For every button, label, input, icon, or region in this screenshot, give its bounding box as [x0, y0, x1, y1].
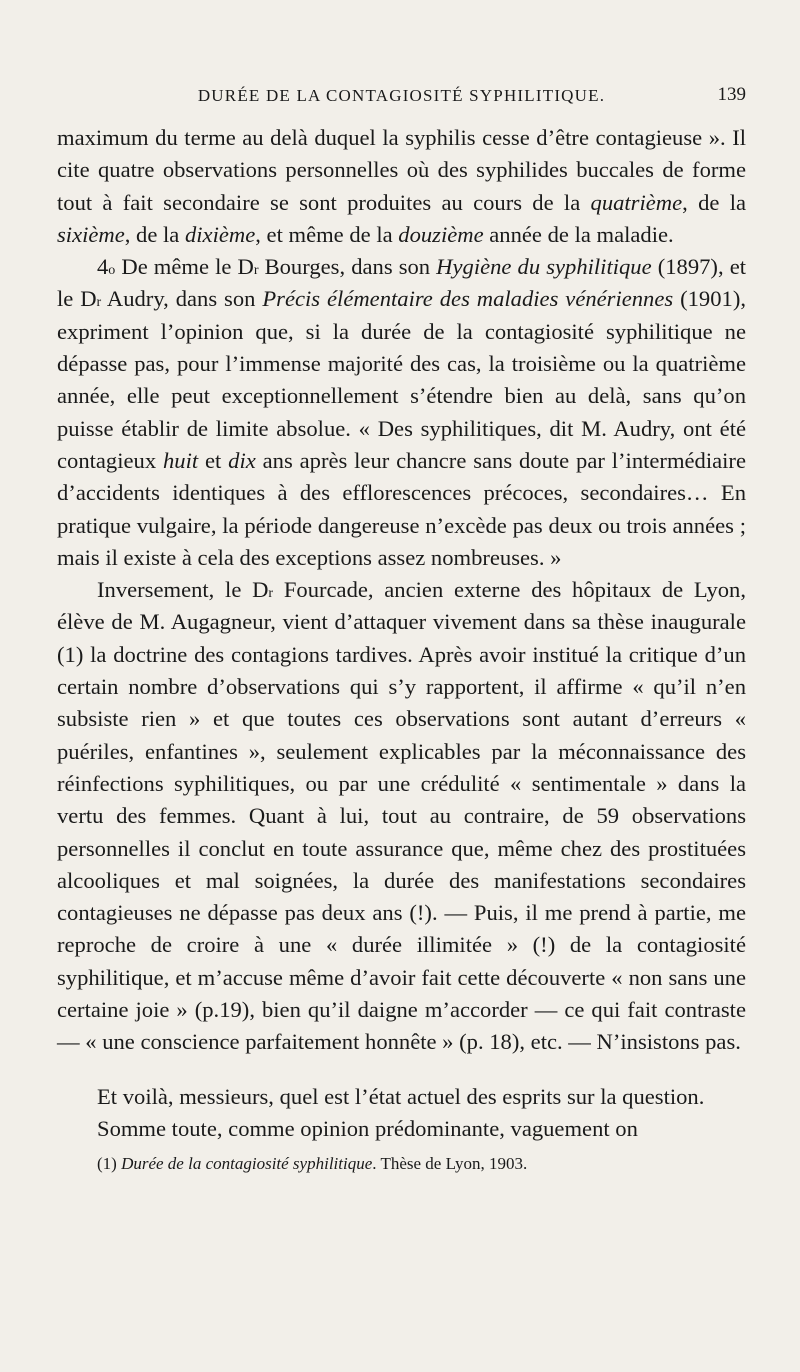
book-page: [57, 78, 746, 1176]
paragraph-continuation: [57, 122, 746, 251]
italic-text: dix: [228, 447, 256, 473]
text-run: , de la: [682, 189, 746, 215]
italic-text: Hygiène du syphilitique: [436, 254, 652, 280]
text-run: 4: [97, 254, 109, 280]
text-run: et: [198, 447, 229, 473]
text-run: Audry, dans son: [101, 286, 263, 312]
text-run: (1897), et le D: [57, 254, 746, 312]
superscript: r: [96, 295, 102, 311]
italic-text: Précis élémentaire des maladies vénériennes: [262, 286, 674, 312]
text-run: maximum du terme au delà duquel la syphilis cesse d’être contagieuse ». Il cite quatre observations personnelles où des syphilides buccales de forme tout à fait secondaire se sont produites au cours de la: [57, 125, 746, 215]
superscript: o: [108, 263, 116, 279]
footnote: [57, 1152, 746, 1176]
page-number: 139: [717, 84, 746, 105]
text-run: Bourges, dans son: [258, 254, 437, 280]
italic-text: sixième: [57, 221, 125, 247]
text-run: De même le D: [115, 254, 254, 280]
running-title: DURÉE DE LA CONTAGIOSITÉ SYPHILITIQUE.: [197, 86, 606, 105]
superscript: r: [268, 586, 274, 602]
text-run: Somme toute, comme opinion prédominante, vaguement on: [97, 1115, 638, 1141]
text-run: année de la maladie.: [483, 221, 674, 247]
text-run: , de la: [124, 221, 185, 247]
italic-text: douzième: [398, 221, 484, 247]
italic-text: dixième: [184, 221, 256, 247]
text-run: (1901), expriment l’opinion que, si la durée de la contagiosité syphilitique ne dépasse pas, pour l’immense majorité des cas, la troisième ou la quatrième année, elle peut exceptionnellement s’étendre bien au delà, sans qu’on puisse établir de limite absolue. « Des syphilitiques, dit M. Audry, ont été contagieux: [57, 286, 746, 473]
paragraph-conclusion: [57, 1081, 746, 1113]
text-run: Inversement, le D: [97, 577, 269, 603]
italic-text: Durée de la contagiosité syphilitique: [121, 1154, 373, 1174]
running-head: [57, 78, 746, 108]
text-run: Fourcade, ancien externe des hôpitaux de Lyon, élève de M. Augagneur, vient d’attaquer vivement dans sa thèse inaugurale (1) la doctrine des contagions tardives. Après avoir institué la critique d’un certain nombre d’observations qui s’y rapportent, il affirme « qu’il n’en subsiste rien » et que toutes ces observations sont autant d’erreurs « puériles, enfantines », seulement explicables par la méconnaissance des réinfections syphilitiques, ou par une crédulité « sentimentale » dans la vertu des femmes. Quant à lui, tout au contraire, de 59 observations personnelles il conclut en toute assurance que, même chez des prostituées alcooliques et mal soignées, la durée des manifestations secondaires contagieuses ne dépasse pas deux ans (!). — Puis, il me prend à partie, me reproche de croire à une « durée illimitée » (!) de la contagiosité syphilitique, et m’accuse même d’avoir fait cette découverte « non sans une certaine joie » (p.19), bien qu’il daigne m’accorder — ce qui fait contraste — « une conscience parfaitement honnête » (p. 18), etc. — N’insistons pas.: [57, 577, 747, 1055]
superscript: r: [253, 263, 259, 279]
italic-text: huit: [162, 447, 199, 473]
text-run: . Thèse de Lyon, 1903.: [372, 1154, 528, 1174]
text-run: , et même de la: [255, 221, 399, 247]
paragraph-fourcade: [57, 574, 746, 1058]
paragraph-somme-toute: [57, 1113, 746, 1145]
text-run: ans après leur chancre sans doute par l’intermédiaire d’accidents identiques à des efflorescences précoces, secondaires… En pratique vulgaire, la période dangereuse n’excède pas deux ou trois années ; mais il existe à cela des exceptions assez nombreuses. »: [57, 447, 746, 570]
paragraph-bourges-audry: [57, 251, 746, 574]
body-text: [57, 122, 746, 1145]
text-run: (1): [97, 1154, 122, 1174]
text-run: Et voilà, messieurs, quel est l’état actuel des esprits sur la question.: [97, 1083, 705, 1109]
italic-text: quatrième: [590, 189, 683, 215]
